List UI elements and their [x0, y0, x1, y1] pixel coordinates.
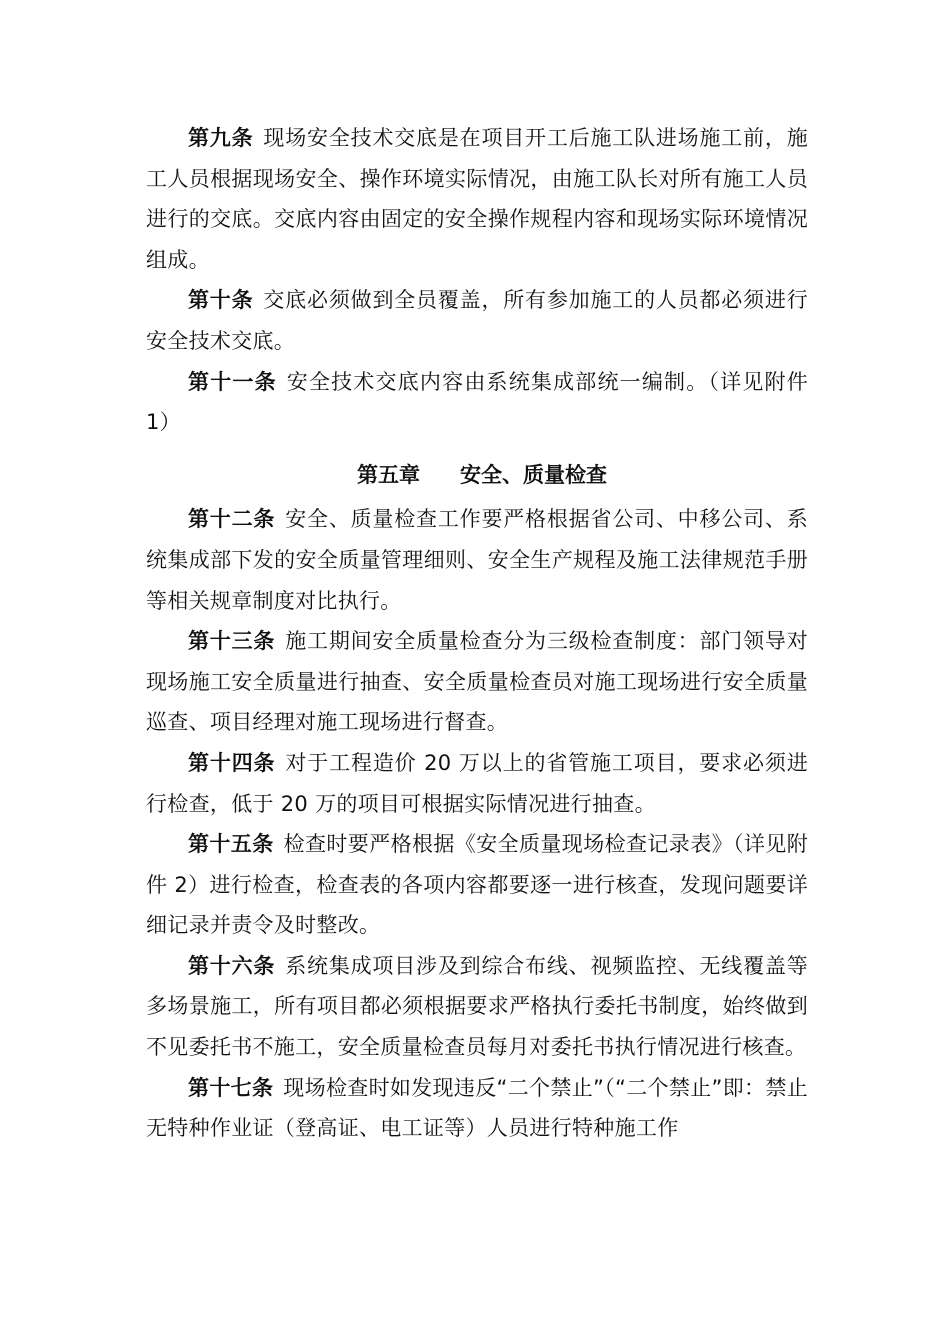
chapter-heading: [146, 455, 808, 496]
article-label: 第十四条: [188, 750, 276, 775]
article-9: [146, 118, 808, 280]
article-text: 施工期间安全质量检查分为三级检查制度：部门领导对现场施工安全质量进行抽查、安全质量检查员对施工现场进行安全质量巡查、项目经理对施工现场进行督查。: [146, 629, 808, 735]
article-text: 现场安全技术交底是在项目开工后施工队进场施工前，施工人员根据现场安全、操作环境实际情况，由施工队长对所有施工人员进行的交底。交底内容由固定的安全操作规程内容和现场实际环境情况组成。: [146, 126, 809, 272]
article-17: [146, 1068, 808, 1149]
article-text: 系统集成项目涉及到综合布线、视频监控、无线覆盖等多场景施工，所有项目都必须根据要求严格执行委托书制度，始终做到不见委托书不施工，安全质量检查员每月对委托书执行情况进行核查。: [146, 953, 808, 1060]
article-label: 第十条: [188, 288, 254, 313]
article-10: [146, 280, 808, 361]
article-label: 第十一条: [188, 369, 277, 394]
article-text: 安全、质量检查工作要严格根据省公司、中移公司、系统集成部下发的安全质量管理细则、安全生产规程及施工法律规范手册等相关规章制度对比执行。: [146, 507, 808, 613]
article-16: [146, 946, 808, 1068]
article-13: [146, 621, 808, 743]
article-12: [146, 499, 808, 621]
article-text: 对于工程造价 20 万以上的省管施工项目，要求必须进行检查，低于 20 万的项目可根据实际情况进行抽查。: [146, 750, 809, 816]
article-label: 第十五条: [188, 832, 274, 857]
article-text: 交底必须做到全员覆盖，所有参加施工的人员都必须进行安全技术交底。: [146, 288, 809, 353]
article-11: [146, 362, 808, 443]
article-label: 第十六条: [188, 953, 276, 978]
article-label: 第九条: [188, 126, 254, 150]
chapter-number: 第五章: [357, 462, 420, 487]
article-14: [146, 743, 808, 824]
document-page: [146, 118, 808, 1149]
article-label: 第十七条: [188, 1075, 274, 1100]
article-text: 现场检查时如发现违反“二个禁止”（“二个禁止”即：禁止无特种作业证（登高证、电工证等）人员进行特种施工作: [146, 1075, 808, 1141]
article-15: [146, 824, 808, 946]
article-text: 检查时要严格根据《安全质量现场检查记录表》（详见附件 2）进行检查，检查表的各项内容都要逐一进行核查，发现问题要详细记录并责令及时整改。: [146, 832, 809, 938]
article-label: 第十二条: [188, 507, 276, 532]
article-label: 第十三条: [188, 629, 276, 654]
article-text: 安全技术交底内容由系统集成部统一编制。（详见附件 1）: [146, 369, 809, 435]
chapter-title: 安全、质量检查: [460, 462, 607, 487]
